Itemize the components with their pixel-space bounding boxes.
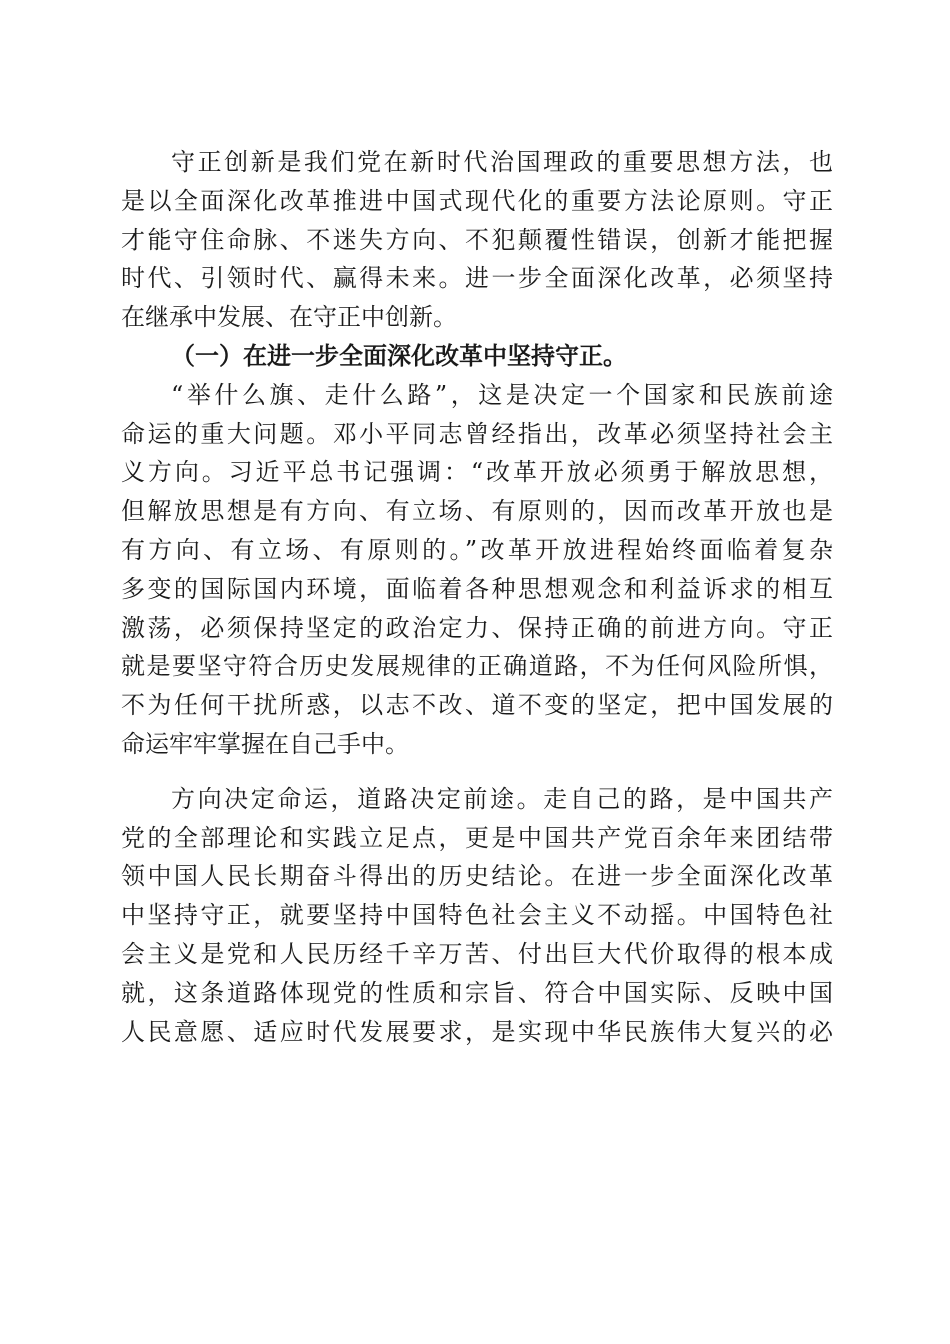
paragraph-line: 多变的国际国内环境，面临着各种思想观念和利益诉求的相互 [121, 574, 833, 603]
paragraph-line: 就是要坚守符合历史发展规律的正确道路，不为任何风险所惧， [121, 652, 833, 681]
paragraph-flag-and-road [121, 376, 833, 764]
paragraph-line: 激荡，必须保持坚定的政治定力、保持正确的前进方向。守正 [121, 613, 833, 642]
paragraph-line: 中坚持守正，就要坚持中国特色社会主义不动摇。中国特色社 [121, 901, 833, 930]
paragraph-direction-and-road [121, 780, 833, 1052]
paragraph-line: 才能守住命脉、不迷失方向、不犯颠覆性错误，创新才能把握 [121, 225, 833, 254]
document-body [121, 143, 833, 1051]
paragraph-line: 是以全面深化改革推进中国式现代化的重要方法论原则。守正 [121, 186, 833, 215]
paragraph-line: 但解放思想是有方向、有立场、有原则的，因而改革开放也是 [121, 497, 833, 526]
paragraph-line: “举什么旗、走什么路”，这是决定一个国家和民族前途 [171, 380, 833, 409]
paragraph-spacer [121, 764, 833, 780]
paragraph-line: 会主义是党和人民历经千辛万苦、付出巨大代价取得的根本成 [121, 939, 833, 968]
section-heading: （一）在进一步全面深化改革中坚持守正。 [171, 340, 627, 370]
paragraph-line: 就，这条道路体现党的性质和宗旨、符合中国实际、反映中国 [121, 978, 833, 1007]
paragraph-intro [121, 143, 833, 337]
paragraph-line: 领中国人民长期奋斗得出的历史结论。在进一步全面深化改革 [121, 862, 833, 891]
paragraph-line: 方向决定命运，道路决定前途。走自己的路，是中国共产 [171, 784, 833, 813]
paragraph-line: 时代、引领时代、赢得未来。进一步全面深化改革，必须坚持 [121, 264, 833, 293]
paragraph-line: 有方向、有立场、有原则的。”改革开放进程始终面临着复杂 [121, 535, 833, 564]
paragraph-line: 义方向。习近平总书记强调：“改革开放必须勇于解放思想， [121, 458, 833, 487]
paragraph-line: 守正创新是我们党在新时代治国理政的重要思想方法，也 [171, 148, 833, 176]
paragraph-line: 党的全部理论和实践立足点，更是中国共产党百余年来团结带 [121, 823, 833, 852]
paragraph-line: 在继承中发展、在守正中创新。 [121, 303, 457, 332]
paragraph-line: 命运的重大问题。邓小平同志曾经指出，改革必须坚持社会主 [121, 419, 833, 448]
paragraph-line: 命运牢牢掌握在自己手中。 [121, 729, 409, 758]
paragraph-line: 不为任何干扰所惑，以志不改、道不变的坚定，把中国发展的 [121, 691, 833, 720]
paragraph-line: 人民意愿、适应时代发展要求，是实现中华民族伟大复兴的必 [121, 1017, 833, 1046]
